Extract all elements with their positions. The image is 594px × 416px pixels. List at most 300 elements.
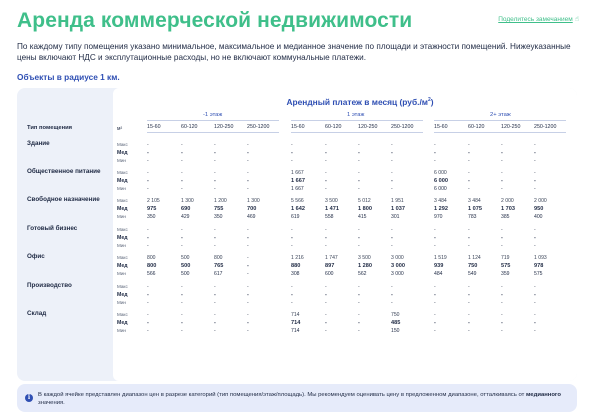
price-cell: - xyxy=(534,284,536,290)
area-range-header: 250-1200 xyxy=(247,124,270,130)
share-feedback-label: Поделитесь замечанием xyxy=(498,16,573,23)
price-cell: 566 xyxy=(147,271,156,277)
price-cell: 750 xyxy=(468,262,478,269)
price-cell: - xyxy=(147,177,149,184)
price-cell: - xyxy=(358,234,360,241)
price-cell: - xyxy=(325,170,327,176)
price-cell: - xyxy=(358,170,360,176)
price-cell: 308 xyxy=(291,271,300,277)
price-cell: - xyxy=(391,158,393,164)
stat-label: Мин xyxy=(117,328,126,333)
price-cell: 1 951 xyxy=(391,198,404,204)
floor-header: -1 этаж xyxy=(203,112,223,118)
price-cell: 1 300 xyxy=(181,198,194,204)
price-cell: 700 xyxy=(247,205,257,212)
area-range-header: 120-250 xyxy=(358,124,378,130)
price-cell: - xyxy=(358,291,360,298)
price-cell: - xyxy=(247,234,249,241)
column-header-type: Тип помещения xyxy=(27,125,73,131)
price-cell: - xyxy=(468,291,470,298)
price-cell: - xyxy=(181,300,183,306)
price-cell: - xyxy=(391,170,393,176)
price-cell: - xyxy=(181,312,183,318)
price-cell: - xyxy=(325,243,327,249)
price-cell: 783 xyxy=(468,214,477,220)
header-divider xyxy=(291,132,423,133)
price-cell: 429 xyxy=(181,214,190,220)
price-cell: - xyxy=(247,177,249,184)
price-cell: - xyxy=(147,158,149,164)
price-cell: - xyxy=(358,284,360,290)
price-cell: - xyxy=(291,227,293,233)
price-cell: - xyxy=(147,149,149,156)
rent-title-text: Арендный платеж в месяц (руб./м xyxy=(286,97,428,107)
price-cell: - xyxy=(468,243,470,249)
category-label: Здание xyxy=(27,140,50,147)
price-cell: 1 075 xyxy=(468,205,482,212)
price-cell: 469 xyxy=(247,214,256,220)
note-text-after: значения. xyxy=(38,400,65,406)
price-cell: - xyxy=(358,243,360,249)
price-cell: - xyxy=(325,291,327,298)
info-icon: i xyxy=(25,394,33,402)
price-cell: 1 300 xyxy=(247,198,260,204)
price-cell: - xyxy=(325,284,327,290)
price-cell: - xyxy=(247,142,249,148)
price-cell: - xyxy=(534,149,536,156)
stat-label: Мед xyxy=(117,178,128,184)
price-cell: - xyxy=(214,170,216,176)
price-cell: - xyxy=(181,186,183,192)
price-cell: - xyxy=(468,158,470,164)
price-cell: - xyxy=(501,149,503,156)
floor-header: 2+ этаж xyxy=(490,112,511,118)
price-cell: - xyxy=(358,328,360,334)
price-cell: 500 xyxy=(181,262,191,269)
price-cell: - xyxy=(291,300,293,306)
price-cell: 600 xyxy=(325,271,334,277)
price-cell: 485 xyxy=(391,319,401,326)
price-cell: 385 xyxy=(501,214,510,220)
pointing-hand-icon: ☝ xyxy=(574,16,579,23)
price-cell: - xyxy=(325,300,327,306)
price-cell: 1 093 xyxy=(534,255,547,261)
price-cell: - xyxy=(501,158,503,164)
price-cell: 3 000 xyxy=(391,255,404,261)
price-cell: - xyxy=(358,158,360,164)
category-label: Свободное назначение xyxy=(27,196,100,203)
price-cell: - xyxy=(247,300,249,306)
price-cell: - xyxy=(434,227,436,233)
price-cell: - xyxy=(534,312,536,318)
stat-label: Мин xyxy=(117,243,126,248)
price-cell: - xyxy=(468,234,470,241)
price-cell: - xyxy=(468,177,470,184)
price-cell: - xyxy=(181,149,183,156)
price-cell: - xyxy=(391,186,393,192)
price-cell: 880 xyxy=(291,262,301,269)
price-cell: - xyxy=(181,291,183,298)
price-cell: 6 000 xyxy=(434,186,447,192)
price-cell: - xyxy=(534,142,536,148)
price-cell: - xyxy=(247,328,249,334)
price-cell: - xyxy=(214,291,216,298)
price-cell: - xyxy=(434,291,436,298)
price-cell: 714 xyxy=(291,328,300,334)
price-cell: - xyxy=(391,300,393,306)
price-cell: - xyxy=(147,319,149,326)
price-cell: 6 000 xyxy=(434,170,447,176)
stat-label: Макс xyxy=(117,312,128,317)
floor-divider xyxy=(434,120,566,121)
price-cell: - xyxy=(534,186,536,192)
area-range-header: 120-250 xyxy=(501,124,521,130)
price-cell: 6 000 xyxy=(434,177,448,184)
price-cell: - xyxy=(501,291,503,298)
price-cell: - xyxy=(181,319,183,326)
price-cell: - xyxy=(181,234,183,241)
note-text-before: В каждой ячейке представлен диапазон цен в разрезе категорий (тип помещения/этаж/площадь). Мы рекомендуем оценивать цену в предложенном диапазоне, отталкиваясь от xyxy=(38,392,526,398)
price-cell: - xyxy=(147,170,149,176)
price-cell: - xyxy=(534,319,536,326)
price-cell: - xyxy=(147,328,149,334)
price-cell: - xyxy=(358,319,360,326)
price-cell: - xyxy=(501,300,503,306)
price-cell: 350 xyxy=(147,214,156,220)
price-cell: - xyxy=(468,300,470,306)
price-cell: 1 124 xyxy=(468,255,481,261)
price-cell: 3 500 xyxy=(358,255,371,261)
share-feedback-link[interactable] xyxy=(498,15,579,23)
price-cell: - xyxy=(534,328,536,334)
price-cell: 575 xyxy=(501,262,511,269)
price-cell: - xyxy=(358,149,360,156)
stat-label: Мин xyxy=(117,271,126,276)
price-cell: - xyxy=(468,312,470,318)
price-cell: 1 667 xyxy=(291,186,304,192)
category-label: Общественное питание xyxy=(27,168,101,175)
price-cell: - xyxy=(214,186,216,192)
column-header-m2: м² xyxy=(117,126,123,132)
price-cell: - xyxy=(358,312,360,318)
price-cell: - xyxy=(291,243,293,249)
stat-label: Макс xyxy=(117,255,128,260)
price-cell: - xyxy=(501,243,503,249)
price-cell: - xyxy=(214,177,216,184)
price-cell: - xyxy=(501,142,503,148)
price-cell: - xyxy=(468,227,470,233)
price-cell: - xyxy=(434,312,436,318)
area-range-header: 120-250 xyxy=(214,124,234,130)
price-cell: - xyxy=(534,158,536,164)
price-cell: 714 xyxy=(291,312,300,318)
price-cell: - xyxy=(291,291,293,298)
stat-label: Макс xyxy=(117,170,128,175)
price-cell: - xyxy=(501,177,503,184)
price-cell: 575 xyxy=(534,271,543,277)
price-cell: 562 xyxy=(358,271,367,277)
price-cell: 897 xyxy=(325,262,335,269)
price-cell: 500 xyxy=(181,255,190,261)
price-cell: - xyxy=(325,186,327,192)
price-cell: - xyxy=(247,149,249,156)
price-cell: - xyxy=(534,234,536,241)
price-cell: 3 000 xyxy=(391,262,405,269)
stat-label: Мед xyxy=(117,206,128,212)
category-label: Производство xyxy=(27,282,72,289)
price-cell: - xyxy=(247,170,249,176)
price-cell: - xyxy=(468,142,470,148)
stat-label: Макс xyxy=(117,198,128,203)
stat-label: Мед xyxy=(117,263,128,269)
category-label: Готовый бизнес xyxy=(27,225,78,232)
price-cell: 500 xyxy=(181,271,190,277)
stat-label: Мин xyxy=(117,300,126,305)
price-cell: 978 xyxy=(534,262,544,269)
price-cell: - xyxy=(391,177,393,184)
price-cell: - xyxy=(501,312,503,318)
price-cell: - xyxy=(147,234,149,241)
price-cell: - xyxy=(181,177,183,184)
price-cell: - xyxy=(181,243,183,249)
price-cell: - xyxy=(325,142,327,148)
price-cell: 939 xyxy=(434,262,444,269)
price-cell: 765 xyxy=(214,262,224,269)
area-range-header: 60-120 xyxy=(181,124,198,130)
price-cell: 400 xyxy=(534,214,543,220)
stat-label: Мед xyxy=(117,292,128,298)
info-note-text xyxy=(38,391,568,407)
price-cell: - xyxy=(291,142,293,148)
price-cell: 617 xyxy=(214,271,223,277)
price-cell: - xyxy=(247,271,249,277)
price-cell: - xyxy=(434,142,436,148)
price-cell: - xyxy=(214,234,216,241)
price-cell: 1 642 xyxy=(291,205,305,212)
price-cell: - xyxy=(247,319,249,326)
price-cell: - xyxy=(534,177,536,184)
stat-label: Мин xyxy=(117,186,126,191)
price-cell: - xyxy=(468,186,470,192)
price-cell: - xyxy=(214,227,216,233)
price-cell: 301 xyxy=(391,214,400,220)
price-cell: - xyxy=(181,227,183,233)
price-cell: - xyxy=(325,234,327,241)
floor-divider xyxy=(147,120,279,121)
price-cell: - xyxy=(434,284,436,290)
price-cell: 1 800 xyxy=(358,205,372,212)
price-cell: - xyxy=(391,284,393,290)
price-cell: - xyxy=(358,227,360,233)
price-cell: - xyxy=(147,300,149,306)
price-cell: - xyxy=(181,142,183,148)
stat-label: Мед xyxy=(117,150,128,156)
price-cell: 1 519 xyxy=(434,255,447,261)
price-cell: - xyxy=(468,170,470,176)
price-cell: - xyxy=(214,300,216,306)
header-divider xyxy=(434,132,566,133)
stat-label: Макс xyxy=(117,227,128,232)
category-label: Склад xyxy=(27,310,47,317)
price-cell: - xyxy=(214,142,216,148)
price-cell: - xyxy=(534,291,536,298)
price-cell: - xyxy=(434,319,436,326)
price-cell: - xyxy=(391,149,393,156)
price-cell: 619 xyxy=(291,214,300,220)
price-cell: 1 280 xyxy=(358,262,372,269)
price-cell: 800 xyxy=(214,255,223,261)
price-cell: 2 105 xyxy=(147,198,160,204)
price-cell: - xyxy=(181,284,183,290)
price-cell: - xyxy=(291,149,293,156)
floor-header: 1 этаж xyxy=(347,112,365,118)
price-cell: 359 xyxy=(501,271,510,277)
price-cell: 549 xyxy=(468,271,477,277)
price-cell: - xyxy=(247,186,249,192)
price-cell: 714 xyxy=(291,319,301,326)
note-text-bold: медианного xyxy=(525,392,561,398)
price-cell: - xyxy=(468,328,470,334)
price-cell: - xyxy=(501,328,503,334)
price-cell: - xyxy=(501,284,503,290)
price-cell: - xyxy=(147,284,149,290)
area-range-header: 250-1200 xyxy=(534,124,557,130)
price-cell: 1 667 xyxy=(291,177,305,184)
price-cell: 1 471 xyxy=(325,205,339,212)
price-cell: 2 000 xyxy=(501,198,514,204)
price-cell: - xyxy=(214,284,216,290)
price-cell: - xyxy=(391,234,393,241)
price-cell: - xyxy=(325,319,327,326)
price-cell: 1 667 xyxy=(291,170,304,176)
price-cell: 3 500 xyxy=(325,198,338,204)
page-description: По каждому типу помещения указано минимальное, максимальное и медианное значение по площади и этажности помещений. Нижеуказанные цены включают НДС и эксплутационные расходы, но не включают коммунальные платежи. xyxy=(17,42,571,62)
category-label: Офис xyxy=(27,253,45,260)
stat-label: Мин xyxy=(117,158,126,163)
price-cell: - xyxy=(434,300,436,306)
price-cell: 690 xyxy=(181,205,191,212)
price-cell: - xyxy=(501,186,503,192)
price-cell: - xyxy=(468,319,470,326)
price-cell: 3 000 xyxy=(391,271,404,277)
area-range-header: 15-60 xyxy=(147,124,161,130)
price-cell: - xyxy=(147,312,149,318)
price-cell: 750 xyxy=(391,312,400,318)
price-cell: - xyxy=(325,227,327,233)
price-cell: 1 037 xyxy=(391,205,405,212)
area-range-header: 15-60 xyxy=(434,124,448,130)
radius-subtitle: Объекты в радиусе 1 км. xyxy=(17,72,120,82)
price-cell: - xyxy=(325,158,327,164)
price-cell: - xyxy=(434,243,436,249)
price-cell: - xyxy=(434,158,436,164)
rent-title-end: ) xyxy=(430,97,434,107)
rent-title-sup: 2 xyxy=(427,97,431,104)
price-cell: - xyxy=(391,227,393,233)
price-cell: - xyxy=(391,291,393,298)
rent-title xyxy=(150,97,570,107)
price-cell: 150 xyxy=(391,328,400,334)
stat-label: Макс xyxy=(117,142,128,147)
price-cell: 1 747 xyxy=(325,255,338,261)
price-cell: - xyxy=(247,262,249,269)
price-cell: - xyxy=(501,234,503,241)
stat-label: Мед xyxy=(117,320,128,326)
price-cell: - xyxy=(291,158,293,164)
price-cell: - xyxy=(247,291,249,298)
price-cell: - xyxy=(214,149,216,156)
price-cell: 3 484 xyxy=(468,198,481,204)
price-cell: 755 xyxy=(214,205,224,212)
price-cell: - xyxy=(358,186,360,192)
price-cell: - xyxy=(214,312,216,318)
page-title: Аренда коммерческой недвижимости xyxy=(17,9,413,32)
price-cell: - xyxy=(391,243,393,249)
price-cell: - xyxy=(247,284,249,290)
price-cell: - xyxy=(468,284,470,290)
price-cell: - xyxy=(147,243,149,249)
price-cell: - xyxy=(534,170,536,176)
price-cell: - xyxy=(214,243,216,249)
price-cell: - xyxy=(391,142,393,148)
area-range-header: 60-120 xyxy=(468,124,485,130)
price-cell: - xyxy=(291,284,293,290)
price-cell: 1 216 xyxy=(291,255,304,261)
price-cell: - xyxy=(358,177,360,184)
price-cell: - xyxy=(247,227,249,233)
price-cell: - xyxy=(534,300,536,306)
price-cell: - xyxy=(534,227,536,233)
stat-label: Макс xyxy=(117,284,128,289)
price-cell: 1 292 xyxy=(434,205,448,212)
price-cell: - xyxy=(147,142,149,148)
price-cell: - xyxy=(181,158,183,164)
price-cell: 1 703 xyxy=(501,205,515,212)
price-cell: 1 200 xyxy=(214,198,227,204)
price-cell: 415 xyxy=(358,214,367,220)
area-range-header: 250-1200 xyxy=(391,124,414,130)
price-cell: 719 xyxy=(501,255,510,261)
price-cell: - xyxy=(147,291,149,298)
price-cell: 558 xyxy=(325,214,334,220)
price-cell: 975 xyxy=(147,205,157,212)
price-cell: - xyxy=(325,149,327,156)
price-cell: - xyxy=(181,170,183,176)
price-cell: 950 xyxy=(534,205,544,212)
area-range-header: 60-120 xyxy=(325,124,342,130)
price-cell: 800 xyxy=(147,262,157,269)
price-cell: 5 012 xyxy=(358,198,371,204)
price-cell: - xyxy=(214,328,216,334)
header-divider xyxy=(147,132,279,133)
price-cell: 484 xyxy=(434,271,443,277)
price-cell: - xyxy=(181,328,183,334)
area-range-header: 15-60 xyxy=(291,124,305,130)
price-cell: 800 xyxy=(147,255,156,261)
price-cell: - xyxy=(247,312,249,318)
price-cell: - xyxy=(501,319,503,326)
price-cell: - xyxy=(434,328,436,334)
price-cell: - xyxy=(468,149,470,156)
price-cell: - xyxy=(325,328,327,334)
price-cell: - xyxy=(147,227,149,233)
price-cell: - xyxy=(434,234,436,241)
price-cell: 3 484 xyxy=(434,198,447,204)
price-cell: 2 000 xyxy=(534,198,547,204)
price-cell: - xyxy=(247,158,249,164)
price-cell: - xyxy=(325,177,327,184)
price-cell: - xyxy=(291,234,293,241)
